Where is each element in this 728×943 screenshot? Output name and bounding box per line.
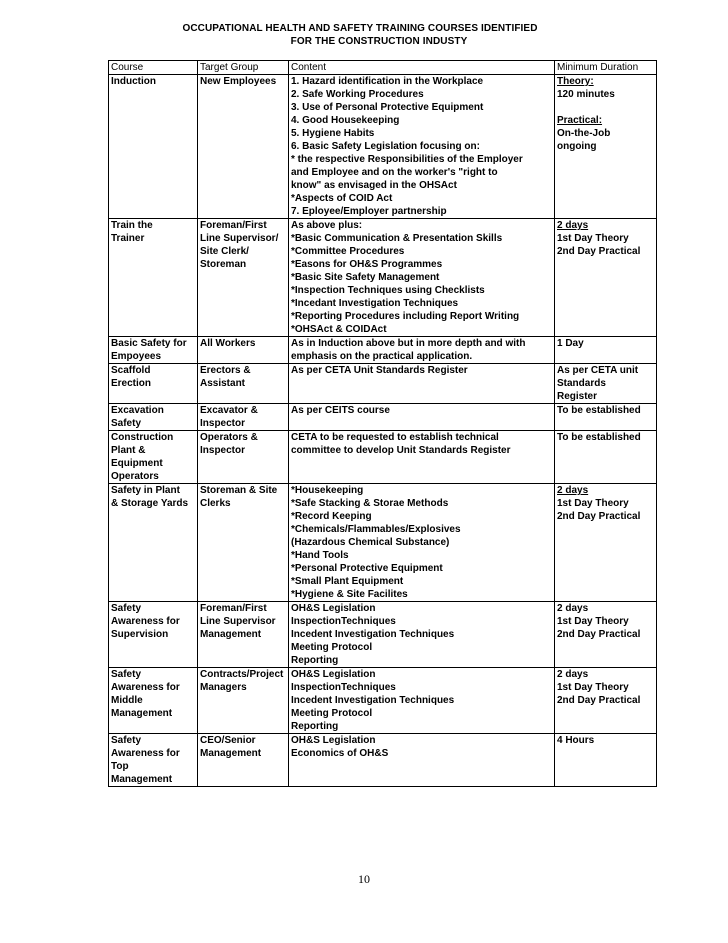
course-line: Basic Safety for — [111, 338, 187, 349]
duration-line: 2 days — [557, 669, 589, 680]
course-line: Equipment — [111, 458, 163, 469]
table-row — [109, 602, 657, 668]
content-line: *Chemicals/Flammables/Explosives — [291, 524, 461, 535]
page-number: 10 — [358, 872, 370, 886]
duration-line: Theory: — [557, 76, 594, 87]
target-line: Line Supervisor/ — [200, 233, 279, 244]
course-cell — [109, 404, 198, 431]
content-line: committee to develop Unit Standards Register — [291, 445, 511, 456]
course-line: Plant & — [111, 445, 146, 456]
content-line: 2. Safe Working Procedures — [291, 89, 424, 100]
course-line: Awareness for — [111, 616, 180, 627]
course-line: Safety — [111, 418, 142, 429]
header-course: Course — [109, 61, 198, 75]
table-row — [109, 484, 657, 602]
course-cell — [109, 431, 198, 484]
table-body — [109, 75, 657, 787]
duration-line: Register — [557, 391, 598, 402]
minimum-duration-cell — [555, 337, 657, 364]
target-line: Line Supervisor — [200, 616, 276, 627]
target-line: Excavator & — [200, 405, 258, 416]
minimum-duration-cell — [555, 734, 657, 787]
content-line: * the respective Responsibilities of the Employer — [291, 154, 523, 165]
content-line: 5. Hygiene Habits — [291, 128, 375, 139]
content-line: InspectionTechniques — [291, 616, 396, 627]
content-line: *Record Keeping — [291, 511, 372, 522]
content-line: *Hand Tools — [291, 550, 349, 561]
training-courses-table — [108, 60, 657, 787]
course-line: Safety in Plant — [111, 485, 180, 496]
target-line: Inspector — [200, 418, 246, 429]
target-line: Erectors & — [200, 365, 251, 376]
duration-line: 2nd Day Practical — [557, 629, 641, 640]
content-cell — [289, 431, 555, 484]
minimum-duration-cell — [555, 219, 657, 337]
content-line: As per CEITS course — [291, 405, 390, 416]
target-line: New Employees — [200, 76, 277, 87]
duration-line: To be established — [557, 405, 641, 416]
duration-line: 2nd Day Practical — [557, 246, 641, 257]
duration-line: Standards — [557, 378, 606, 389]
table-row — [109, 75, 657, 219]
content-line: *OHSAct & COIDAct — [291, 324, 387, 335]
course-line: Management — [111, 774, 173, 785]
table-row — [109, 668, 657, 734]
course-cell — [109, 75, 198, 219]
target-line: CEO/Senior — [200, 735, 256, 746]
document-title-line-1: OCCUPATIONAL HEALTH AND SAFETY TRAINING COURSES IDENTIFIED — [182, 23, 538, 34]
content-line: 3. Use of Personal Protective Equipment — [291, 102, 484, 113]
content-line: 1. Hazard identification in the Workplace — [291, 76, 484, 87]
content-line: As in Induction above but in more depth and with — [291, 338, 526, 349]
content-line: 7. Eployee/Employer partnership — [291, 206, 447, 217]
target-line: Operators & — [200, 432, 258, 443]
duration-line — [557, 101, 656, 114]
content-cell — [289, 219, 555, 337]
target-line: Foreman/First — [200, 603, 267, 614]
duration-line: 2nd Day Practical — [557, 695, 641, 706]
target-line: Foreman/First — [200, 220, 267, 231]
target-line: Storeman & Site — [200, 485, 278, 496]
course-cell — [109, 602, 198, 668]
content-line: OH&S Legislation — [291, 735, 376, 746]
course-line: Erection — [111, 378, 152, 389]
content-line: Reporting — [291, 655, 339, 666]
content-line: (Hazardous Chemical Substance) — [291, 537, 450, 548]
target-group-cell — [198, 75, 289, 219]
course-line: Excavation — [111, 405, 164, 416]
duration-line: To be established — [557, 432, 641, 443]
course-cell — [109, 734, 198, 787]
target-line: Inspector — [200, 445, 246, 456]
table-row — [109, 431, 657, 484]
minimum-duration-cell — [555, 484, 657, 602]
target-line: Managers — [200, 682, 247, 693]
course-line: Scaffold — [111, 365, 151, 376]
table-row — [109, 404, 657, 431]
duration-line: 2 days — [557, 603, 589, 614]
duration-line: 4 Hours — [557, 735, 595, 746]
course-line: Awareness for — [111, 682, 180, 693]
course-line: Trainer — [111, 233, 145, 244]
duration-line: 120 minutes — [557, 89, 615, 100]
content-line: Meeting Protocol — [291, 642, 373, 653]
duration-line: 1st Day Theory — [557, 616, 629, 627]
content-line: *Incedant Investigation Techniques — [291, 298, 459, 309]
duration-line: 1st Day Theory — [557, 498, 629, 509]
minimum-duration-cell — [555, 668, 657, 734]
content-line: *Housekeeping — [291, 485, 364, 496]
content-cell — [289, 75, 555, 219]
target-line: Site Clerk/ — [200, 246, 249, 257]
course-cell — [109, 364, 198, 404]
minimum-duration-cell — [555, 602, 657, 668]
content-line: Economics of OH&S — [291, 748, 389, 759]
course-cell — [109, 337, 198, 364]
content-line: 6. Basic Safety Legislation focusing on: — [291, 141, 480, 152]
content-line: *Aspects of COID Act — [291, 193, 393, 204]
course-line: & Storage Yards — [111, 498, 189, 509]
content-cell — [289, 337, 555, 364]
content-line: *Small Plant Equipment — [291, 576, 404, 587]
content-line: Meeting Protocol — [291, 708, 373, 719]
content-line: As above plus: — [291, 220, 363, 231]
content-line: *Committee Procedures — [291, 246, 405, 257]
table-row — [109, 219, 657, 337]
duration-line: 2 days — [557, 485, 589, 496]
header-content: Content — [289, 61, 555, 75]
course-line: Train the — [111, 220, 153, 231]
content-cell — [289, 668, 555, 734]
course-cell — [109, 668, 198, 734]
course-line: Top — [111, 761, 129, 772]
target-group-cell — [198, 431, 289, 484]
content-line: emphasis on the practical application. — [291, 351, 473, 362]
content-line: 4. Good Housekeeping — [291, 115, 400, 126]
target-line: Assistant — [200, 378, 246, 389]
content-line: *Basic Communication & Presentation Skills — [291, 233, 503, 244]
course-line: Awareness for — [111, 748, 180, 759]
target-group-cell — [198, 734, 289, 787]
target-group-cell — [198, 668, 289, 734]
target-group-cell — [198, 484, 289, 602]
course-line: Safety — [111, 735, 142, 746]
course-line: Induction — [111, 76, 156, 87]
minimum-duration-cell — [555, 404, 657, 431]
course-line: Management — [111, 708, 173, 719]
content-cell — [289, 404, 555, 431]
target-line: Management — [200, 629, 262, 640]
duration-line: As per CETA unit — [557, 365, 639, 376]
target-group-cell — [198, 364, 289, 404]
content-line: InspectionTechniques — [291, 682, 396, 693]
duration-line: On-the-Job — [557, 128, 611, 139]
duration-line: 1st Day Theory — [557, 682, 629, 693]
content-line: *Safe Stacking & Storae Methods — [291, 498, 449, 509]
content-line: *Easons for OH&S Programmes — [291, 259, 443, 270]
table-row — [109, 337, 657, 364]
content-line: OH&S Legislation — [291, 603, 376, 614]
content-cell — [289, 364, 555, 404]
target-group-cell — [198, 602, 289, 668]
content-line: *Inspection Techniques using Checklists — [291, 285, 485, 296]
course-line: Safety — [111, 669, 142, 680]
content-line: and Employee and on the worker's "right to — [291, 167, 498, 178]
target-group-cell — [198, 337, 289, 364]
duration-line: 1st Day Theory — [557, 233, 629, 244]
content-line: *Reporting Procedures including Report Writing — [291, 311, 520, 322]
minimum-duration-cell — [555, 75, 657, 219]
target-line: Contracts/Project — [200, 669, 284, 680]
content-cell — [289, 484, 555, 602]
duration-line: 2nd Day Practical — [557, 511, 641, 522]
target-line: Clerks — [200, 498, 231, 509]
document-title-line-2: FOR THE CONSTRUCTION INDUSTY — [290, 36, 468, 47]
course-line: Supervision — [111, 629, 169, 640]
table-row — [109, 734, 657, 787]
content-line: know" as envisaged in the OHSAct — [291, 180, 457, 191]
duration-line: Practical: — [557, 115, 603, 126]
duration-line: 1 Day — [557, 338, 584, 349]
course-cell — [109, 484, 198, 602]
content-line: CETA to be requested to establish technical — [291, 432, 499, 443]
duration-line: ongoing — [557, 141, 597, 152]
target-line: Storeman — [200, 259, 247, 270]
content-cell — [289, 734, 555, 787]
content-line: *Basic Site Safety Management — [291, 272, 440, 283]
content-line: Incedent Investigation Techniques — [291, 629, 455, 640]
content-line: As per CETA Unit Standards Register — [291, 365, 468, 376]
course-line: Middle — [111, 695, 143, 706]
minimum-duration-cell — [555, 431, 657, 484]
content-line: *Hygiene & Site Facilites — [291, 589, 408, 600]
content-line: Reporting — [291, 721, 339, 732]
course-line: Construction — [111, 432, 174, 443]
minimum-duration-cell — [555, 364, 657, 404]
content-line: OH&S Legislation — [291, 669, 376, 680]
content-line: Incedent Investigation Techniques — [291, 695, 455, 706]
table-row — [109, 364, 657, 404]
content-cell — [289, 602, 555, 668]
target-line: Management — [200, 748, 262, 759]
target-group-cell — [198, 219, 289, 337]
table-header-row — [109, 61, 657, 75]
course-line: Empoyees — [111, 351, 162, 362]
duration-line: 2 days — [557, 220, 589, 231]
target-line: All Workers — [200, 338, 256, 349]
course-cell — [109, 219, 198, 337]
header-target-group: Target Group — [198, 61, 289, 75]
content-line: *Personal Protective Equipment — [291, 563, 443, 574]
target-group-cell — [198, 404, 289, 431]
header-minimum-duration: Minimum Duration — [555, 61, 657, 75]
course-line: Safety — [111, 603, 142, 614]
course-line: Operators — [111, 471, 159, 482]
document-title — [0, 22, 728, 48]
